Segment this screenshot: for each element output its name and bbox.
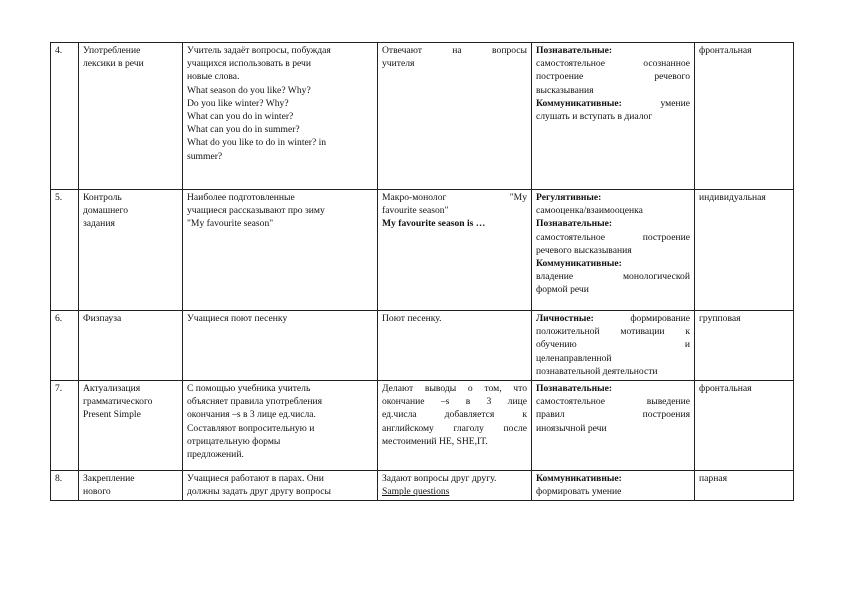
lesson-plan-table [50, 42, 794, 501]
teacher-text: должны задать друг другу вопросы [187, 486, 331, 498]
work-form-cell: фронтальная [695, 381, 794, 471]
table-row [51, 190, 794, 311]
uud-line [536, 312, 690, 325]
stage-text: Контроль [83, 192, 122, 203]
uud-heading: Коммуникативные: [536, 97, 622, 109]
student-text: окончание –s в 3 лице [382, 396, 527, 408]
uud-text: обучению и [536, 339, 690, 351]
teacher-text: новые слова. [187, 71, 240, 83]
teacher-activity-cell [183, 311, 378, 381]
row-number: 4. [51, 43, 79, 190]
uud-heading: Познавательные: [536, 383, 613, 394]
uud-text: целенаправленной [536, 352, 612, 364]
teacher-text: What can you do in winter? [187, 111, 294, 123]
uud-text: самостоятельное осознанное [536, 58, 690, 70]
work-form-cell: парная [695, 471, 794, 501]
uud-line [536, 97, 690, 110]
uud-text: умение [660, 97, 690, 109]
uud-cell [532, 381, 695, 471]
student-text: местоимений HE, SHE,IT. [382, 435, 488, 447]
uud-text: правил построения [536, 409, 690, 421]
student-text: ед.числа добавляется к [382, 409, 527, 421]
uud-text: познавательной деятельности [536, 365, 658, 377]
teacher-text: отрицательную формы [187, 435, 281, 447]
uud-cell [532, 43, 695, 190]
work-form-cell: фронтальная [695, 43, 794, 190]
uud-cell [532, 190, 695, 311]
row-number: 6. [51, 311, 79, 381]
work-form-cell: индивидуальная [695, 190, 794, 311]
uud-heading: Познавательные: [536, 45, 613, 56]
uud-heading: Личностные: [536, 313, 594, 324]
student-activity-cell [378, 471, 532, 501]
teacher-text: Do you like winter? Why? [187, 97, 289, 109]
table-row [51, 311, 794, 381]
uud-heading: Коммуникативные: [536, 473, 622, 484]
teacher-text: учащиеся рассказывают про зиму [187, 205, 325, 217]
uud-text: иноязычной речи [536, 422, 607, 434]
stage-cell [79, 471, 183, 501]
row-number: 7. [51, 381, 79, 471]
uud-text: владение монологической [536, 271, 690, 283]
teacher-text: предложений. [187, 449, 244, 461]
teacher-text: Наиболее подготовленные [187, 192, 295, 203]
teacher-activity-cell [183, 381, 378, 471]
uud-text: положительной мотивации к [536, 326, 690, 338]
teacher-text: Учащиеся работают в парах. Они [187, 473, 324, 484]
table-row [51, 43, 794, 190]
teacher-text: summer? [187, 150, 223, 162]
row-number: 8. [51, 471, 79, 501]
student-text: Макро-монолог "My [382, 192, 527, 203]
stage-text: задания [83, 218, 115, 230]
stage-text: Актуализация [83, 383, 141, 394]
teacher-text: С помощью учебника учитель [187, 383, 311, 394]
stage-text: лексики в речи [83, 58, 144, 70]
uud-cell [532, 311, 695, 381]
table-row [51, 381, 794, 471]
student-text: Поют песенку. [382, 313, 442, 324]
student-text: Отвечают на вопросы [382, 45, 527, 56]
student-activity-cell [378, 43, 532, 190]
student-text: английскому глаголу после [382, 422, 527, 434]
teacher-text: Учитель задаёт вопросы, побуждая [187, 45, 331, 56]
uud-text: формирование [630, 313, 690, 324]
stage-text: Физпауза [83, 313, 122, 324]
stage-text: грамматического [83, 396, 153, 408]
student-text: Задают вопросы друг другу. [382, 473, 497, 484]
uud-heading: Коммуникативные: [536, 258, 622, 270]
student-text: Делают выводы о том, что [382, 383, 527, 394]
teacher-text: What can you do in summer? [187, 124, 300, 136]
uud-text: формой речи [536, 284, 589, 296]
uud-heading: Регулятивные: [536, 192, 602, 203]
stage-text: нового [83, 486, 111, 498]
teacher-activity-cell [183, 471, 378, 501]
uud-text: самостоятельное выведение [536, 396, 690, 408]
teacher-text: Составляют вопросительную и [187, 422, 315, 434]
stage-cell [79, 311, 183, 381]
uud-text: построение речевого [536, 71, 690, 83]
teacher-text: "My favourite season" [187, 218, 274, 230]
teacher-text: What season do you like? Why? [187, 84, 311, 96]
stage-text: Present Simple [83, 409, 141, 421]
uud-text: высказывания [536, 84, 594, 96]
uud-heading: Познавательные: [536, 218, 613, 230]
teacher-text: What do you like to do in winter? in [187, 137, 327, 149]
student-activity-cell [378, 190, 532, 311]
stage-text: домашнего [83, 205, 129, 217]
student-activity-cell [378, 311, 532, 381]
work-form-cell: групповая [695, 311, 794, 381]
stage-cell [79, 190, 183, 311]
teacher-text: объясняет правила употребления [187, 396, 323, 408]
student-text-bold: My favourite season is … [382, 218, 486, 230]
uud-text: речевого высказывания [536, 244, 632, 256]
uud-text: самооценка/взаимооценка [536, 205, 643, 217]
stage-cell [79, 381, 183, 471]
uud-text: самостоятельное построение [536, 231, 690, 243]
stage-text: Употребление [83, 45, 141, 56]
student-text: favourite season" [382, 205, 449, 217]
teacher-activity-cell [183, 43, 378, 190]
row-number: 5. [51, 190, 79, 311]
student-activity-cell [378, 381, 532, 471]
teacher-text: окончания –s в 3 лице ед.числа. [187, 409, 316, 421]
sample-questions-link[interactable]: Sample questions [382, 486, 450, 498]
uud-text: формировать умение [536, 486, 622, 498]
teacher-text: Учащиеся поют песенку [187, 313, 288, 324]
teacher-activity-cell [183, 190, 378, 311]
table-row [51, 471, 794, 501]
stage-text: Закрепление [83, 473, 135, 484]
uud-text: слушать и вступать в диалог [536, 111, 653, 123]
student-text: учителя [382, 58, 415, 70]
uud-cell [532, 471, 695, 501]
teacher-text: учащихся использовать в речи [187, 58, 311, 70]
stage-cell [79, 43, 183, 190]
